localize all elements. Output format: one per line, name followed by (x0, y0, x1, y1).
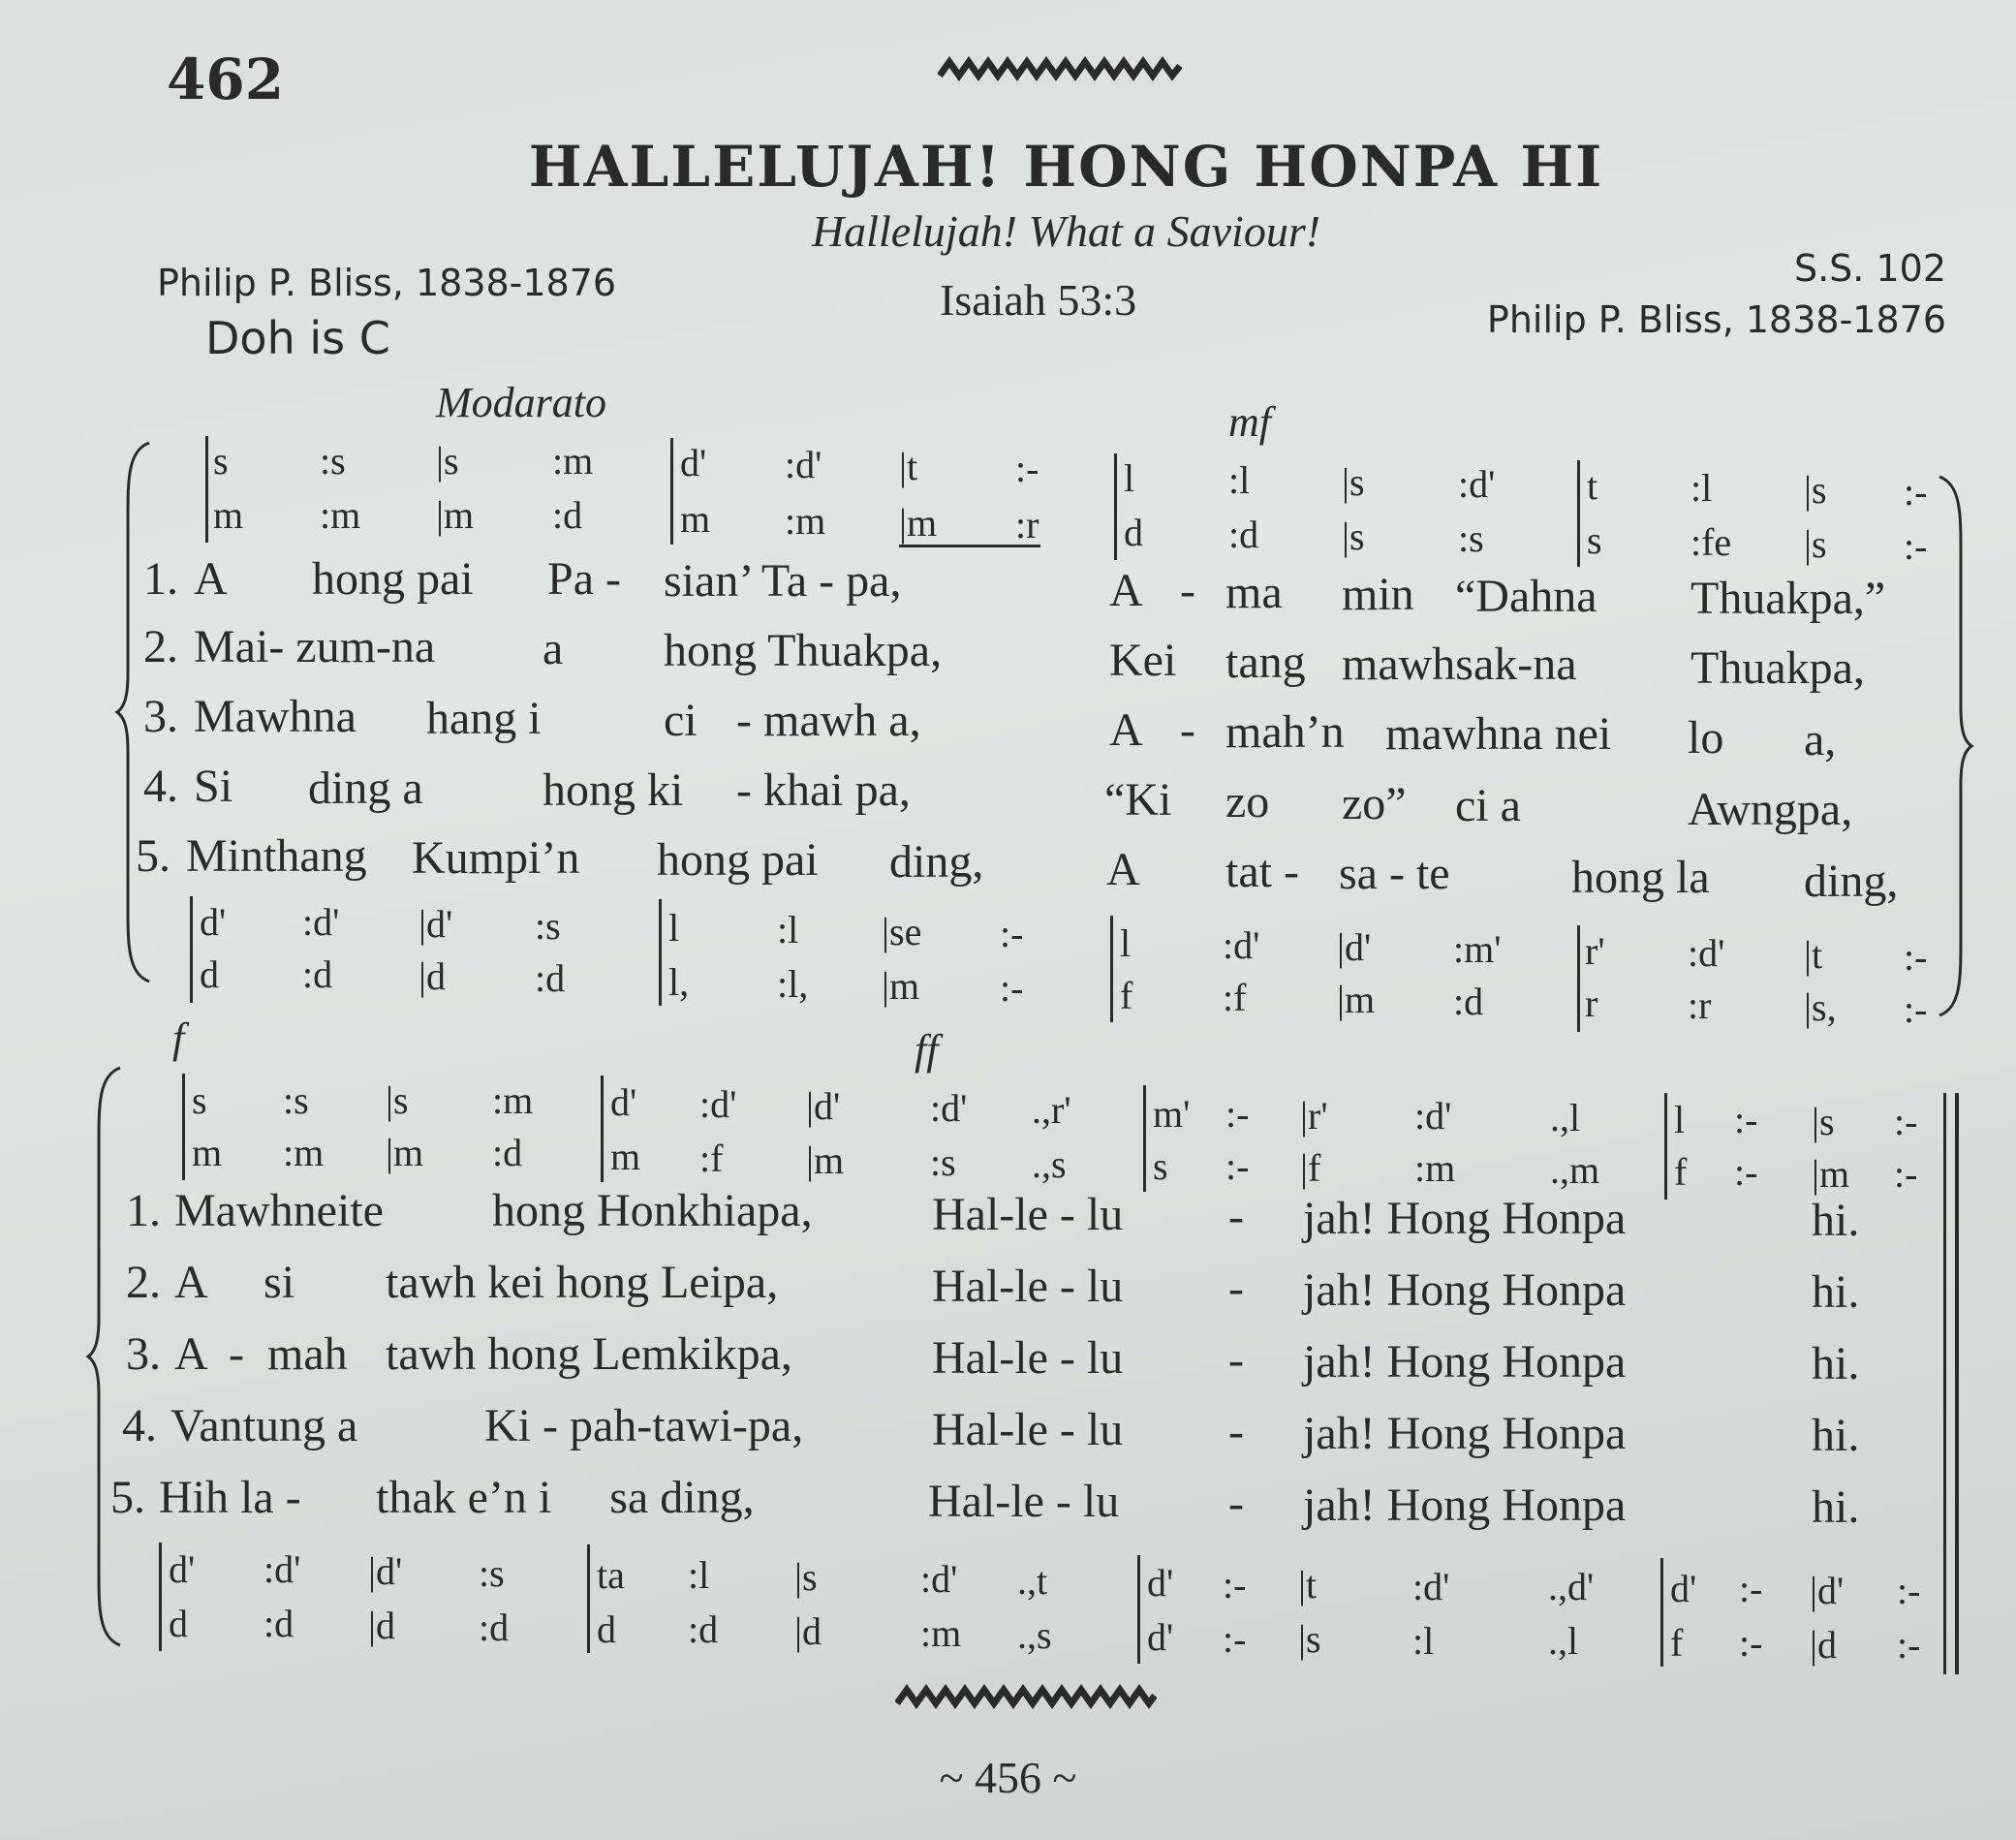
dynamic-mf: mf (1228, 398, 1271, 446)
tenor-note: ta (597, 1553, 625, 1597)
bass-note: r (1585, 982, 1598, 1025)
tenor-note: .,t (1017, 1559, 1048, 1603)
tenor-note: :d' (1223, 923, 1260, 967)
soprano-note: |r' (1300, 1094, 1328, 1138)
bar-line (159, 1543, 162, 1651)
bass-note: l, (668, 960, 690, 1004)
bass-note: f (1120, 974, 1133, 1017)
soprano-note: |s (1804, 468, 1827, 512)
lyric: - (1228, 1191, 1244, 1242)
tenor-note: |t (1298, 1563, 1318, 1606)
bar-line (601, 1076, 604, 1182)
verse-number: 3. (143, 691, 178, 742)
lyric: Vantung a (171, 1400, 358, 1451)
tenor-note: :d' (264, 1547, 301, 1591)
refrain-lyric: Hal-le - lu (932, 1189, 1124, 1240)
soprano-note: :m (552, 439, 594, 483)
alto-note: |m (1812, 1152, 1850, 1196)
tenor-note: :- (1223, 1563, 1247, 1606)
bar-line (182, 1074, 185, 1180)
bass-note: :f (1223, 976, 1247, 1019)
bass-note: .,s (1017, 1613, 1052, 1657)
lyric: sian’ Ta - pa, (664, 555, 902, 607)
soprano-note: |t (899, 445, 918, 488)
dynamic-ff: ff (915, 1026, 939, 1074)
lyric: hi. (1812, 1195, 1860, 1246)
lyric: a, (1804, 714, 1837, 765)
soprano-note: :- (1225, 1092, 1250, 1136)
dynamic-f: f (172, 1014, 185, 1062)
alto-note: |m (806, 1138, 845, 1182)
tenor-note: :- (1897, 1569, 1921, 1612)
soprano-note: |s (436, 439, 459, 483)
alto-note: m (192, 1131, 223, 1174)
lyric: “Ki (1104, 774, 1172, 826)
lyric: tang (1225, 637, 1306, 688)
bass-note: :- (1897, 1623, 1921, 1667)
verse-number: 4. (122, 1400, 157, 1451)
lyric: - (1228, 1406, 1244, 1457)
soprano-note: :m (492, 1078, 534, 1122)
soprano-note: :- (1894, 1100, 1918, 1143)
zigzag-ornament-icon (895, 1684, 1157, 1713)
soprano-note: :d' (1414, 1094, 1452, 1138)
refrain-lyric: jah! Hong Honpa (1303, 1264, 1627, 1316)
alto-note: m (680, 497, 711, 541)
bar-line (1664, 1093, 1667, 1200)
bar-line (1577, 460, 1580, 567)
tenor-note: .,d' (1548, 1565, 1595, 1608)
bar-line (1110, 916, 1113, 1022)
lyric: - mawh a, (736, 695, 921, 746)
tenor-note: :m' (1453, 927, 1502, 971)
lyric: hang i (426, 693, 542, 744)
tenor-note: :l (688, 1553, 710, 1597)
alto-note: :- (1894, 1152, 1918, 1196)
zigzag-ornament-icon (938, 56, 1182, 85)
lyric: lo (1688, 712, 1724, 764)
lyric: Kei (1109, 635, 1177, 686)
soprano-note: :s (320, 439, 346, 483)
lyric: a (543, 623, 564, 674)
lyric: Pa - (547, 553, 621, 605)
lyric: hong pai (312, 553, 474, 605)
refrain-lyric: jah! Hong Honpa (1303, 1480, 1627, 1531)
alto-note: |s (1804, 522, 1827, 566)
alto-note: s (1153, 1144, 1168, 1188)
lyric: hi. (1812, 1266, 1860, 1318)
refrain-lyric: Hal-le - lu (932, 1404, 1124, 1455)
soprano-note: l (1674, 1098, 1686, 1141)
soprano-note: |s (1342, 460, 1365, 504)
bass-note: :l, (777, 962, 809, 1006)
tenor-note: :- (1739, 1567, 1763, 1610)
soprano-note: s (213, 439, 229, 483)
bass-note: :- (1904, 987, 1928, 1031)
lyric: Thuakpa, (1690, 642, 1865, 694)
alto-note: :fe (1690, 520, 1732, 564)
soprano-note: :d' (1458, 462, 1496, 506)
tenor-note: d' (1147, 1561, 1174, 1605)
soprano-note: :d' (699, 1082, 737, 1126)
verse-number: 5. (110, 1472, 145, 1523)
bass-note: |s (1298, 1617, 1321, 1661)
verse-number: 3. (126, 1328, 161, 1380)
bass-note: :d (688, 1607, 719, 1651)
bass-note: |m (1337, 978, 1376, 1021)
lyric: Awngpa, (1688, 784, 1853, 835)
tenor-note: |d' (1337, 925, 1372, 969)
soprano-note: m' (1153, 1092, 1191, 1136)
soprano-note: :- (1734, 1098, 1758, 1141)
tenor-note: l (668, 906, 680, 950)
alto-note: :d (1228, 513, 1259, 556)
bass-note: d (169, 1602, 188, 1645)
lyric: - (1180, 565, 1195, 616)
tenor-note: :- (1904, 935, 1928, 979)
lyric: A (194, 553, 228, 605)
refrain-lyric: Hal-le - lu (932, 1332, 1124, 1384)
tenor-note: |t (1804, 933, 1823, 977)
tenor-note: :d' (1412, 1565, 1450, 1608)
tenor-note: :d' (1688, 931, 1725, 975)
lyric: A - mah (174, 1328, 348, 1380)
final-bar-line (1955, 1093, 1959, 1674)
refrain-lyric: Hal-le - lu (932, 1261, 1124, 1312)
alto-note: |m (386, 1131, 424, 1174)
verse-number: 1. (126, 1185, 161, 1236)
hymn-number: 462 (167, 47, 285, 112)
lyric: hong pai (657, 834, 819, 886)
lyric: ma (1225, 567, 1283, 618)
bass-note: |d (368, 1604, 396, 1647)
bar-line (1660, 1558, 1663, 1667)
lyric: Mai- zum-na (194, 621, 436, 672)
soprano-note: |s (1812, 1100, 1835, 1143)
tenor-note: :l (777, 908, 799, 951)
alto-note: |f (1300, 1146, 1321, 1190)
lyric: Thuakpa,” (1690, 573, 1886, 624)
refrain-lyric: jah! Hong Honpa (1303, 1408, 1627, 1459)
lyric: - khai pa, (736, 764, 911, 816)
lyric: - (1228, 1263, 1244, 1314)
alto-note: f (1674, 1150, 1688, 1194)
lyric: zo (1225, 776, 1270, 827)
lyric: sa - te (1339, 848, 1450, 899)
verse-number: 2. (126, 1257, 161, 1308)
bar-line (1577, 925, 1580, 1032)
lyric: hong ki (543, 764, 684, 816)
bass-note: :d (1453, 980, 1484, 1023)
lyric: Hih la - (159, 1472, 301, 1523)
lyric: A (1106, 844, 1140, 895)
bass-note: :- (1000, 966, 1024, 1010)
bass-note: :d (264, 1602, 295, 1645)
bass-note: :d (479, 1606, 510, 1649)
lyric: tat - (1225, 846, 1299, 897)
soprano-note: |d' (806, 1084, 841, 1128)
lyric: - (1228, 1334, 1244, 1386)
bar-line (659, 899, 662, 1006)
lyric: min (1342, 569, 1414, 620)
lyric: Minthang (186, 830, 367, 882)
key-signature: Doh is C (205, 312, 390, 364)
soprano-note: :- (1904, 470, 1928, 514)
alto-note: :- (1904, 524, 1928, 568)
tenor-note: |s (794, 1555, 818, 1599)
soprano-note: |s (386, 1078, 409, 1122)
scripture-reference: Isaiah 53:3 (940, 275, 1137, 325)
lyric: Mawhneite (174, 1185, 384, 1236)
lyric: tawh hong Lemkikpa, (386, 1328, 792, 1380)
alto-note: :m (320, 493, 361, 537)
alto-note: :- (1225, 1144, 1250, 1188)
lyric: - (1180, 704, 1195, 756)
soprano-note: :l (1690, 466, 1713, 510)
lyric: Kumpi’n (412, 832, 580, 884)
lyric: hong Thuakpa, (664, 625, 943, 676)
tenor-note: l (1120, 921, 1132, 965)
lyric: hi. (1812, 1410, 1860, 1461)
soprano-note: t (1587, 464, 1598, 508)
lyric: Ki - pah-tawi-pa, (484, 1400, 804, 1451)
alto-note: :s (930, 1140, 956, 1184)
lyric: hong Honkhiapa, (492, 1185, 813, 1236)
lyric: mawhna nei (1385, 708, 1612, 760)
bass-note: :- (1223, 1617, 1247, 1661)
alto-note: .,m (1550, 1148, 1600, 1192)
bar-line (670, 438, 673, 545)
bass-note: |s, (1804, 985, 1837, 1029)
words-author: Philip P. Bliss, 1838-1876 (157, 262, 617, 304)
lyric: hong la (1571, 852, 1710, 903)
bar-line (1114, 453, 1117, 560)
bass-note: :l (1412, 1619, 1435, 1663)
tenor-note: |d' (368, 1549, 403, 1593)
soprano-note: l (1124, 456, 1135, 500)
bar-line (205, 436, 208, 543)
alto-note: d (1124, 511, 1143, 554)
alto-note: :d (552, 493, 583, 537)
tenor-note: d' (169, 1547, 196, 1591)
alto-note: |m (436, 493, 475, 537)
bar-line (587, 1544, 590, 1653)
bar-line (1137, 1555, 1140, 1664)
lyric: A (1109, 704, 1143, 756)
verse-number: 1. (143, 553, 178, 605)
lyric: mah’n (1225, 706, 1345, 758)
refrain-lyric: Hal-le - lu (928, 1476, 1120, 1527)
bass-note: d (597, 1607, 616, 1651)
bar-line (1143, 1085, 1146, 1192)
bass-note: |d (419, 954, 447, 998)
lyric: A (1109, 565, 1143, 616)
alto-note: m (610, 1135, 641, 1178)
bass-note: d (200, 952, 219, 996)
soprano-note: :d' (785, 443, 822, 486)
tempo-marking: Modarato (436, 379, 606, 426)
soprano-note: s (192, 1078, 207, 1122)
alto-note: s (1587, 518, 1602, 562)
verse-number: 4. (143, 761, 178, 812)
tenor-note: :s (479, 1551, 505, 1595)
alto-note: :f (699, 1137, 724, 1180)
verse-number: 2. (143, 621, 178, 672)
lyric: hi. (1812, 1481, 1860, 1533)
alto-note: :d (492, 1131, 523, 1174)
tenor-note: |d' (419, 902, 453, 946)
bass-note: :d (535, 956, 566, 1000)
soprano-note: :s (283, 1078, 309, 1122)
alto-note: :m (785, 499, 826, 543)
soprano-note: :l (1228, 458, 1251, 502)
final-bar-line (1943, 1093, 1946, 1674)
music-author: Philip P. Bliss, 1838-1876 (1486, 298, 1946, 341)
lyric: - (1228, 1478, 1244, 1529)
lyric: “Dahna (1455, 571, 1597, 622)
soprano-note: .,l (1550, 1096, 1581, 1139)
bass-note: f (1670, 1621, 1684, 1665)
bass-note: .,l (1548, 1619, 1579, 1663)
bass-note: d' (1147, 1615, 1174, 1659)
right-brace-icon (1936, 475, 1974, 1017)
bass-note: |d (794, 1609, 822, 1653)
bass-note: :r (1688, 983, 1712, 1027)
tenor-note: :d' (302, 900, 340, 944)
lyric: A si (174, 1257, 295, 1308)
lyric: Mawhna (194, 691, 357, 742)
alto-note: |m (899, 501, 938, 545)
tenor-note: :- (1000, 912, 1024, 955)
alto-note: :r (1015, 503, 1039, 546)
bass-note: :d (302, 952, 333, 996)
lyric: hi. (1812, 1338, 1860, 1389)
lyric: tawh kei hong Leipa, (386, 1257, 779, 1308)
bass-note: |m (882, 964, 920, 1008)
tenor-note: r' (1585, 929, 1605, 973)
lyric: ding, (889, 836, 984, 888)
tenor-note: |se (882, 910, 922, 953)
bass-note: :- (1739, 1621, 1763, 1665)
lyric: mawhsak-na (1342, 639, 1577, 690)
lyric: ci a (1455, 780, 1521, 831)
tenor-note: d' (200, 900, 227, 944)
alto-note: :s (1458, 516, 1484, 560)
lyric: ci (664, 695, 698, 746)
soprano-note: .,r' (1032, 1088, 1071, 1132)
soprano-note: d' (610, 1080, 637, 1124)
alto-note: :m (283, 1131, 325, 1174)
soprano-note: :d' (930, 1086, 968, 1130)
tenor-note: d' (1670, 1567, 1697, 1610)
hymn-title: HALLELUJAH! HONG HONPA HI (528, 134, 1604, 200)
lyric: thak e’n i sa ding, (376, 1472, 755, 1523)
lyric: Si (194, 761, 233, 812)
lyric: ding, (1804, 856, 1899, 907)
page-number: ~ 456 ~ (939, 1753, 1077, 1802)
left-brace-icon (85, 1066, 124, 1647)
tenor-note: :s (535, 904, 561, 948)
verse-number: 5. (136, 830, 171, 882)
bar-line (190, 896, 193, 1003)
alto-note: :- (1734, 1150, 1758, 1194)
alto-note: .,s (1032, 1142, 1067, 1186)
hymn-subtitle: Hallelujah! What a Saviour! (811, 206, 1321, 256)
bass-note: |d (1810, 1623, 1838, 1667)
refrain-lyric: jah! Hong Honpa (1303, 1336, 1627, 1388)
soprano-note: :- (1015, 447, 1039, 490)
tenor-note: |d' (1810, 1569, 1845, 1612)
refrain-lyric: jah! Hong Honpa (1303, 1193, 1627, 1244)
alto-note: |s (1342, 515, 1365, 558)
source-reference: S.S. 102 (1793, 247, 1946, 290)
lyric: zo” (1342, 778, 1407, 829)
bass-note: :m (920, 1611, 962, 1655)
lyric: ding a (308, 763, 423, 814)
tenor-note: :d' (920, 1557, 958, 1601)
alto-note: m (213, 493, 244, 537)
alto-note: :m (1414, 1146, 1456, 1190)
soprano-note: d' (680, 441, 707, 484)
